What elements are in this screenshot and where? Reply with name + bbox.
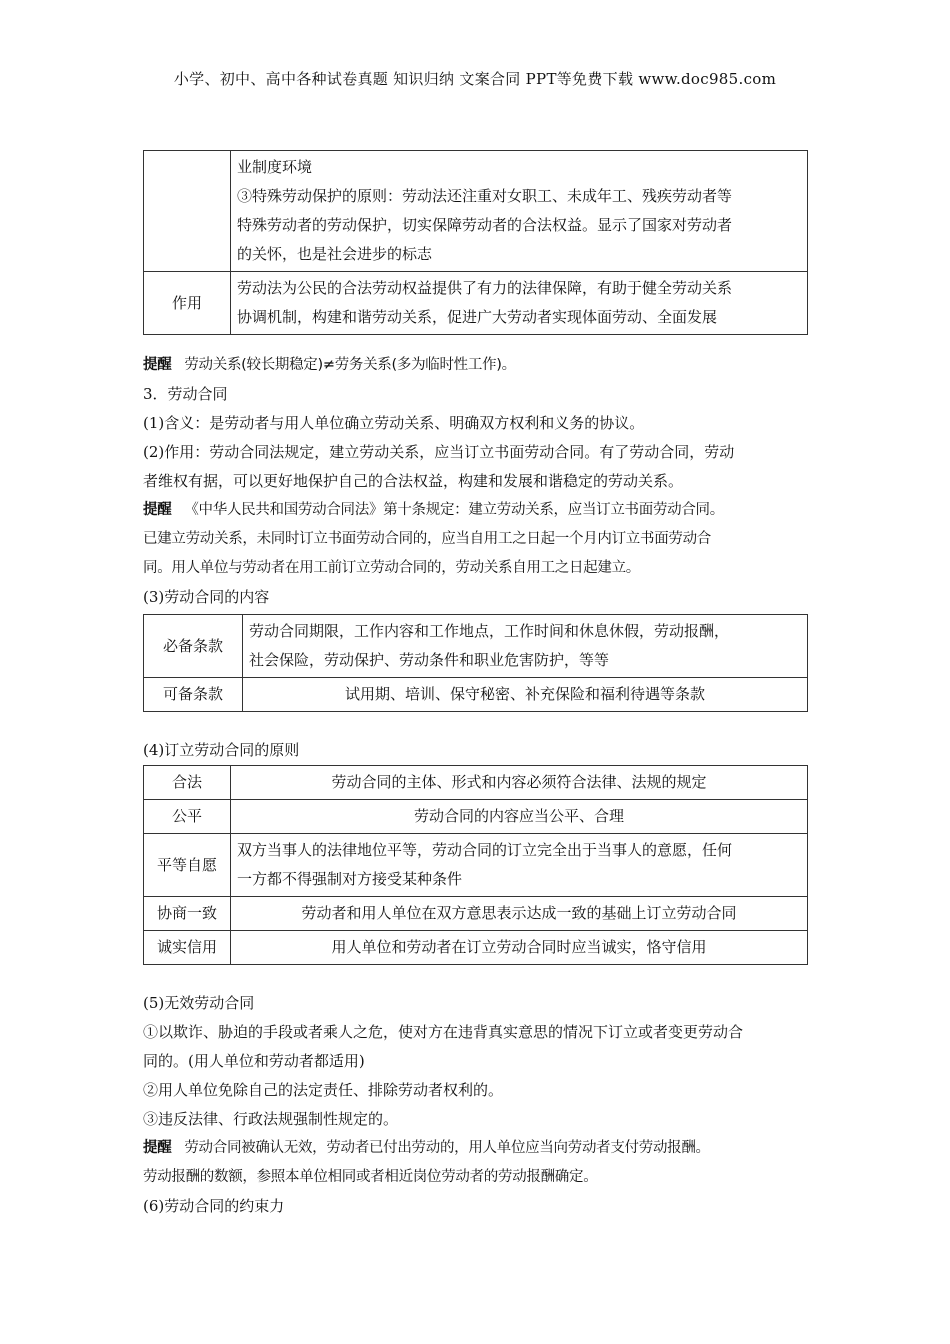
section-title: 3．劳动合同: [143, 385, 228, 403]
tip-text: 《中华人民共和国劳动合同法》第十条规定：建立劳动关系，应当订立书面劳动合同。: [184, 502, 724, 518]
table-row: [144, 897, 808, 931]
row-label: 公平: [144, 800, 231, 834]
text-line: ③特殊劳动保护的原则：劳动法还注重对女职工、未成年工、残疾劳动者等: [237, 187, 733, 205]
table-cell: [231, 151, 808, 272]
table-cell-empty: [144, 151, 231, 272]
paragraph-line: (2)作用：劳动合同法规定，建立劳动关系，应当订立书面劳动合同。有了劳动合同，劳动: [143, 443, 735, 461]
table-cell: 用人单位和劳动者在订立劳动合同时应当诚实，恪守信用: [231, 931, 808, 965]
text-line: 劳动合同期限，工作内容和工作地点，工作时间和休息休假，劳动报酬，: [249, 622, 730, 640]
tip-text: 劳动报酬的数额，参照本单位相同或者相近岗位劳动者的劳动报酬确定。: [143, 1169, 598, 1185]
row-label: 诚实信用: [144, 931, 231, 965]
row-label: 协商一致: [144, 897, 231, 931]
row-label: 合法: [144, 766, 231, 800]
tip-text: 劳动合同被确认无效，劳动者已付出劳动的，用人单位应当向劳动者支付劳动报酬。: [184, 1140, 710, 1156]
paragraph: (1)含义：是劳动者与用人单位确立劳动关系、明确双方权利和义务的协议。: [143, 414, 645, 432]
tip-text: 已建立劳动关系，未同时订立书面劳动合同的，应当自用工之日起一个月内订立书面劳动合: [143, 531, 711, 547]
table-cell: 劳动合同的内容应当公平、合理: [231, 800, 808, 834]
table-cell: 试用期、培训、保守秘密、补充保险和福利待遇等条款: [243, 678, 808, 712]
tip-text: 同。用人单位与劳动者在用工前订立劳动合同的，劳动关系自用工之日起建立。: [143, 560, 640, 576]
tip-label: 提醒: [143, 357, 172, 373]
text-line: 一方都不得强制对方接受某种条件: [237, 870, 463, 888]
table-row: [144, 151, 808, 272]
row-label: 作用: [144, 272, 231, 335]
text-line: 特殊劳动者的劳动保护，切实保障劳动者的合法权益。显示了国家对劳动者: [237, 216, 733, 234]
paragraph: ③违反法律、行政法规强制性规定的。: [143, 1110, 399, 1128]
tip-paragraph: [143, 351, 808, 380]
row-label: 平等自愿: [144, 834, 231, 897]
table-cell: [231, 834, 808, 897]
tip-label: 提醒: [143, 502, 172, 518]
text-line: 协调机制，构建和谐劳动关系，促进广大劳动者实现体面劳动、全面发展: [237, 308, 718, 326]
tip-paragraph: [143, 496, 808, 525]
text-line: 社会保险，劳动保护、劳动条件和职业危害防护，等等: [249, 651, 610, 669]
main-content: [143, 351, 808, 1221]
text-line: 业制度环境: [237, 158, 313, 176]
tip-paragraph: [143, 1134, 808, 1163]
table-cell: [231, 272, 808, 335]
tip-text: 劳动关系(较长期稳定)≠劳务关系(多为临时性工作)。: [184, 357, 516, 373]
subsection-title: (4)订立劳动合同的原则: [143, 741, 300, 759]
text-line: 劳动法为公民的合法劳动权益提供了有力的法律保障，有助于健全劳动关系: [237, 279, 733, 297]
table-row: [144, 766, 808, 800]
row-label: 必备条款: [144, 615, 243, 678]
paragraph: ②用人单位免除自己的法定责任、排除劳动者权利的。: [143, 1081, 504, 1099]
table-row: [144, 272, 808, 335]
row-label: 可备条款: [144, 678, 243, 712]
paragraph-line: 者维权有据，可以更好地保护自己的合法权益，构建和发展和谐稳定的劳动关系。: [143, 472, 684, 490]
subsection-title: (6)劳动合同的约束力: [143, 1197, 285, 1215]
table-row: [144, 931, 808, 965]
page-header: 小学、初中、高中各种试卷真题 知识归纳 文案合同 PPT等免费下载 www.doc985.com: [173, 70, 777, 88]
subsection-title: (5)无效劳动合同: [143, 994, 255, 1012]
text-line: 双方当事人的法律地位平等，劳动合同的订立完全出于当事人的意愿，任何: [237, 841, 733, 859]
table-contract-principles: [143, 765, 808, 965]
table-contract-content: [143, 614, 808, 712]
table-labor-law-continued: [143, 150, 808, 335]
table-row: [144, 800, 808, 834]
table-row: [144, 615, 808, 678]
paragraph-line: 同的。(用人单位和劳动者都适用): [143, 1052, 365, 1070]
table-row: [144, 834, 808, 897]
tip-label: 提醒: [143, 1140, 172, 1156]
subsection-title: (3)劳动合同的内容: [143, 588, 270, 606]
table-cell: [243, 615, 808, 678]
table-cell: 劳动者和用人单位在双方意思表示达成一致的基础上订立劳动合同: [231, 897, 808, 931]
paragraph-line: ①以欺诈、胁迫的手段或者乘人之危，使对方在违背真实意思的情况下订立或者变更劳动合: [143, 1023, 744, 1041]
text-line: 的关怀，也是社会进步的标志: [237, 245, 433, 263]
table-row: [144, 678, 808, 712]
table-cell: 劳动合同的主体、形式和内容必须符合法律、法规的规定: [231, 766, 808, 800]
